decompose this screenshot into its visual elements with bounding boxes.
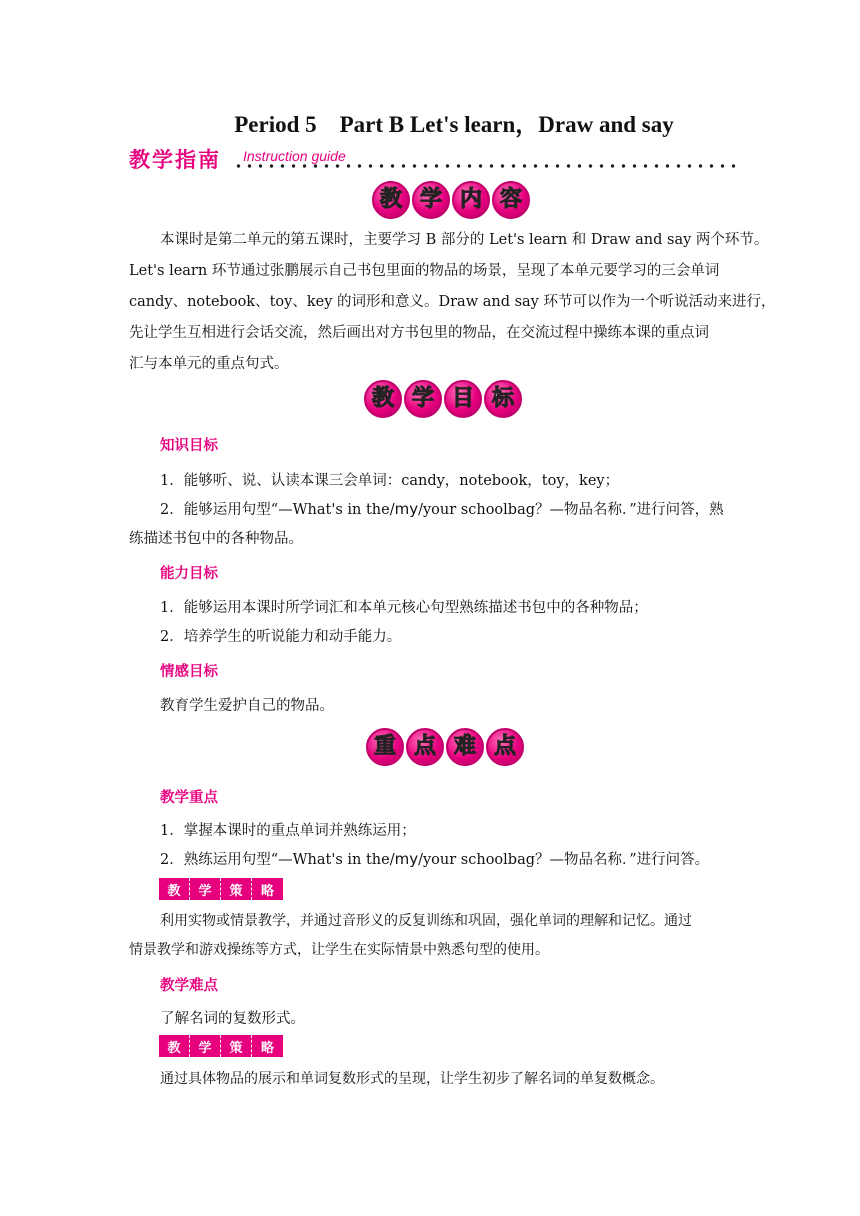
heading-knowledge-goals: 知识目标 [160,438,218,454]
badge-char: 点 [406,728,444,766]
strategy-char: 学 [190,878,221,900]
knowledge-item-2: 2．能够运用句型“—What's in the/my/your schoolbag？—物品名称．”进行问答，熟 [160,500,724,518]
badge-char: 教 [372,181,410,219]
badge-char: 标 [484,380,522,418]
key-strategy-text-2: 情景教学和游戏操练等方式，让学生在实际情景中熟悉句型的使用。 [129,942,549,958]
paragraph-line: 汇与本单元的重点句式。 [129,356,289,372]
ability-item-2: 2．培养学生的听说能力和动手能力。 [160,629,402,645]
strategy-char: 学 [190,1035,221,1057]
strategy-char: 策 [221,878,252,900]
lesson-title: Period 5 Part B Let's learn，Draw and say [234,112,674,137]
guide-title-en: Instruction guide [243,148,346,164]
badge-char: 学 [412,181,450,219]
badge-char: 教 [364,380,402,418]
badge-char: 学 [404,380,442,418]
badge-char: 点 [486,728,524,766]
difficult-strategy-text: 通过具体物品的展示和单词复数形式的呈现，让学生初步了解名词的单复数概念。 [160,1071,664,1087]
badge-teaching-content [372,181,530,219]
emotion-text: 教育学生爱护自己的物品。 [160,698,334,714]
key-strategy-text-1: 利用实物或情景教学，并通过音形义的反复训练和巩固，强化单词的理解和记忆。通过 [160,913,692,929]
paragraph-line: Let's learn 环节通过张鹏展示自己书包里面的物品的场景，呈现了本单元要学习的三会单词 [129,263,720,279]
badge-char: 重 [366,728,404,766]
paragraph-line: 本课时是第二单元的第五课时，主要学习 B 部分的 Let's learn 和 Draw and say 两个环节。 [160,232,769,248]
dotted-divider [233,164,741,168]
paragraph-line: 先让学生互相进行会话交流，然后画出对方书包里的物品，在交流过程中操练本课的重点词 [129,325,709,341]
instruction-guide-header [129,144,749,178]
badge-char: 目 [444,380,482,418]
heading-emotion-goals: 情感目标 [160,664,218,680]
paragraph-line: candy、notebook、toy、key 的词形和意义。Draw and say 环节可以作为一个听说活动来进行， [129,294,776,310]
strategy-char: 略 [252,1035,283,1057]
badge-char: 难 [446,728,484,766]
strategy-char: 略 [252,878,283,900]
guide-title-cn: 教学指南 [129,148,221,172]
key-item-1: 1．掌握本课时的重点单词并熟练运用； [160,823,416,839]
heading-difficult-points: 教学难点 [160,978,218,994]
badge-char: 内 [452,181,490,219]
knowledge-item-1: 1．能够听、说、认读本课三会单词：candy，notebook，toy，key； [160,473,620,489]
key-item-2: 2．熟练运用句型“—What's in the/my/your schoolbag？—物品名称．”进行问答。 [160,850,710,868]
badge-char: 容 [492,181,530,219]
knowledge-item-2-cont: 练描述书包中的各种物品。 [129,531,303,547]
strategy-char: 教 [159,878,190,900]
strategy-tag [159,1035,283,1057]
badge-teaching-goals [364,380,522,418]
strategy-tag [159,878,283,900]
heading-key-points: 教学重点 [160,790,218,806]
difficult-text: 了解名词的复数形式。 [160,1011,305,1027]
ability-item-1: 1．能够运用本课时所学词汇和本单元核心句型熟练描述书包中的各种物品； [160,600,648,616]
strategy-char: 策 [221,1035,252,1057]
strategy-char: 教 [159,1035,190,1057]
badge-key-difficult [366,728,524,766]
heading-ability-goals: 能力目标 [160,566,218,582]
